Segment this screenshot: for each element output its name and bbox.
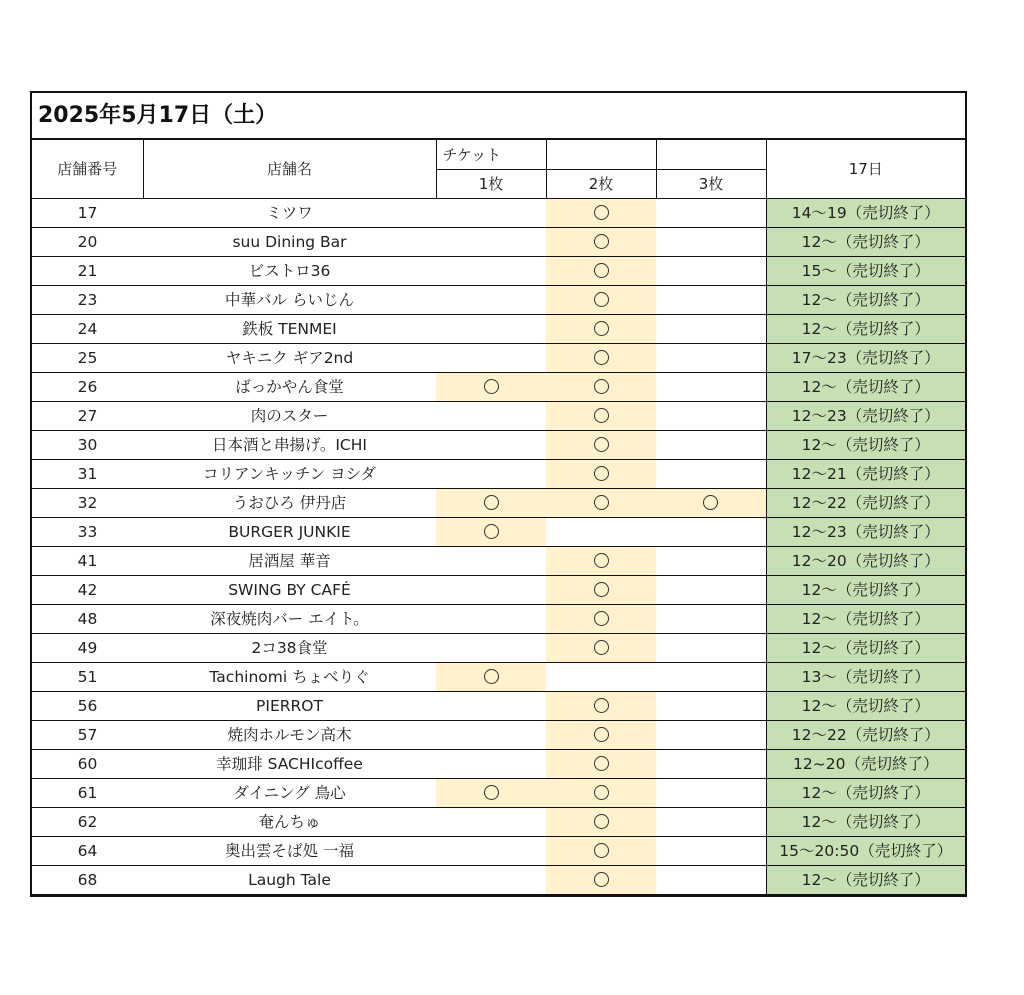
store-name-cell: Tachinomi ちょべりぐ	[143, 663, 436, 692]
ticket-3-cell	[656, 373, 766, 402]
ticket-3-cell	[656, 663, 766, 692]
hours-cell: 12～（売切終了）	[766, 373, 965, 402]
ticket-3-cell	[656, 402, 766, 431]
circle-mark-icon	[594, 814, 609, 829]
hours-cell: 12～（売切終了）	[766, 692, 965, 721]
ticket-2-cell	[546, 489, 656, 518]
ticket-2-cell	[546, 692, 656, 721]
circle-mark-icon	[484, 785, 499, 800]
hours-cell: 12～22（売切終了）	[766, 489, 965, 518]
ticket-1-cell	[436, 721, 546, 750]
ticket-2-cell	[546, 750, 656, 779]
table-row	[32, 692, 965, 721]
ticket-3-cell	[656, 460, 766, 489]
hours-cell: 12~20（売切終了）	[766, 750, 965, 779]
hours-cell: 12～（売切終了）	[766, 315, 965, 344]
ticket-1-cell	[436, 257, 546, 286]
hours-cell: 12～（売切終了）	[766, 866, 965, 895]
ticket-3-cell	[656, 634, 766, 663]
ticket-2-cell	[546, 634, 656, 663]
ticket-3-cell	[656, 489, 766, 518]
store-number-cell: 51	[32, 663, 143, 692]
ticket-1-cell	[436, 315, 546, 344]
hours-cell: 12～（売切終了）	[766, 576, 965, 605]
ticket-3-cell	[656, 779, 766, 808]
header-three-tickets: 3枚	[656, 170, 766, 199]
ticket-1-cell	[436, 866, 546, 895]
store-name-cell: 日本酒と串揚げ。ICHI	[143, 431, 436, 460]
ticket-2-cell	[546, 721, 656, 750]
hours-cell: 17～23（売切終了）	[766, 344, 965, 373]
store-number-cell: 68	[32, 866, 143, 895]
ticket-2-cell	[546, 808, 656, 837]
circle-mark-icon	[594, 727, 609, 742]
header-day: 17日	[766, 140, 965, 199]
header-blank-2	[546, 140, 656, 170]
ticket-3-cell	[656, 547, 766, 576]
store-name-cell: ヤキニク ギア2nd	[143, 344, 436, 373]
ticket-3-cell	[656, 866, 766, 895]
ticket-3-cell	[656, 721, 766, 750]
header-ticket: チケット	[436, 140, 546, 170]
circle-mark-icon	[594, 495, 609, 510]
table-row	[32, 721, 965, 750]
table-row	[32, 489, 965, 518]
store-number-cell: 30	[32, 431, 143, 460]
ticket-2-cell	[546, 199, 656, 228]
hours-cell: 13～（売切終了）	[766, 663, 965, 692]
circle-mark-icon	[484, 669, 499, 684]
hours-cell: 12～（売切終了）	[766, 431, 965, 460]
schedule-table-frame	[30, 91, 967, 897]
store-name-cell: 奄んちゅ	[143, 808, 436, 837]
store-name-cell: SWING BY CAFÉ	[143, 576, 436, 605]
store-number-cell: 21	[32, 257, 143, 286]
ticket-1-cell	[436, 460, 546, 489]
store-number-cell: 31	[32, 460, 143, 489]
store-name-cell: 焼肉ホルモン高木	[143, 721, 436, 750]
header-blank-3	[656, 140, 766, 170]
table-title: 2025年5月17日（土）	[32, 93, 965, 140]
hours-cell: 15～（売切終了）	[766, 257, 965, 286]
store-number-cell: 17	[32, 199, 143, 228]
table-row	[32, 837, 965, 866]
store-number-cell: 57	[32, 721, 143, 750]
store-number-cell: 33	[32, 518, 143, 547]
table-row	[32, 315, 965, 344]
ticket-1-cell	[436, 431, 546, 460]
store-number-cell: 20	[32, 228, 143, 257]
store-number-cell: 64	[32, 837, 143, 866]
circle-mark-icon	[594, 263, 609, 278]
ticket-1-cell	[436, 547, 546, 576]
ticket-3-cell	[656, 518, 766, 547]
ticket-1-cell	[436, 605, 546, 634]
circle-mark-icon	[594, 872, 609, 887]
circle-mark-icon	[594, 640, 609, 655]
store-number-cell: 27	[32, 402, 143, 431]
circle-mark-icon	[594, 321, 609, 336]
store-number-cell: 26	[32, 373, 143, 402]
store-name-cell: Laugh Tale	[143, 866, 436, 895]
ticket-3-cell	[656, 750, 766, 779]
store-name-cell: 奥出雲そば処 一福	[143, 837, 436, 866]
ticket-1-cell	[436, 518, 546, 547]
circle-mark-icon	[594, 350, 609, 365]
ticket-2-cell	[546, 257, 656, 286]
ticket-3-cell	[656, 286, 766, 315]
circle-mark-icon	[594, 292, 609, 307]
circle-mark-icon	[594, 437, 609, 452]
store-number-cell: 41	[32, 547, 143, 576]
schedule-table	[32, 140, 965, 895]
store-name-cell: 居酒屋 華音	[143, 547, 436, 576]
ticket-1-cell	[436, 228, 546, 257]
table-row	[32, 228, 965, 257]
store-name-cell: 深夜焼肉バー エイト。	[143, 605, 436, 634]
store-number-cell: 48	[32, 605, 143, 634]
ticket-1-cell	[436, 692, 546, 721]
header-store-name: 店舗名	[143, 140, 436, 199]
ticket-3-cell	[656, 199, 766, 228]
table-row	[32, 344, 965, 373]
store-name-cell: suu Dining Bar	[143, 228, 436, 257]
store-name-cell: 中華バル らいじん	[143, 286, 436, 315]
table-row	[32, 866, 965, 895]
ticket-2-cell	[546, 866, 656, 895]
ticket-2-cell	[546, 286, 656, 315]
store-name-cell: 2コ38食堂	[143, 634, 436, 663]
ticket-2-cell	[546, 431, 656, 460]
ticket-3-cell	[656, 431, 766, 460]
circle-mark-icon	[484, 495, 499, 510]
circle-mark-icon	[594, 582, 609, 597]
hours-cell: 12～（売切終了）	[766, 779, 965, 808]
ticket-2-cell	[546, 315, 656, 344]
ticket-2-cell	[546, 373, 656, 402]
hours-cell: 12～（売切終了）	[766, 286, 965, 315]
store-number-cell: 60	[32, 750, 143, 779]
ticket-2-cell	[546, 228, 656, 257]
table-row	[32, 402, 965, 431]
table-row	[32, 257, 965, 286]
store-name-cell: PIERROT	[143, 692, 436, 721]
ticket-1-cell	[436, 808, 546, 837]
hours-cell: 12～（売切終了）	[766, 228, 965, 257]
circle-mark-icon	[594, 698, 609, 713]
hours-cell: 12～（売切終了）	[766, 634, 965, 663]
store-number-cell: 49	[32, 634, 143, 663]
ticket-1-cell	[436, 344, 546, 373]
ticket-3-cell	[656, 605, 766, 634]
circle-mark-icon	[594, 553, 609, 568]
store-number-cell: 32	[32, 489, 143, 518]
table-row	[32, 808, 965, 837]
circle-mark-icon	[484, 379, 499, 394]
ticket-1-cell	[436, 750, 546, 779]
ticket-1-cell	[436, 373, 546, 402]
store-name-cell: 鉄板 TENMEI	[143, 315, 436, 344]
hours-cell: 12～20（売切終了）	[766, 547, 965, 576]
header-one-ticket: 1枚	[436, 170, 546, 199]
ticket-1-cell	[436, 663, 546, 692]
ticket-2-cell	[546, 344, 656, 373]
ticket-1-cell	[436, 402, 546, 431]
header-two-tickets: 2枚	[546, 170, 656, 199]
hours-cell: 12～（売切終了）	[766, 605, 965, 634]
ticket-2-cell	[546, 663, 656, 692]
hours-cell: 12～23（売切終了）	[766, 518, 965, 547]
ticket-3-cell	[656, 808, 766, 837]
ticket-2-cell	[546, 460, 656, 489]
table-row	[32, 286, 965, 315]
circle-mark-icon	[594, 611, 609, 626]
store-name-cell: 肉のスター	[143, 402, 436, 431]
table-row	[32, 779, 965, 808]
store-name-cell: うおひろ 伊丹店	[143, 489, 436, 518]
table-row	[32, 199, 965, 228]
ticket-1-cell	[436, 199, 546, 228]
circle-mark-icon	[594, 756, 609, 771]
circle-mark-icon	[484, 524, 499, 539]
store-number-cell: 62	[32, 808, 143, 837]
hours-cell: 15～20:50（売切終了）	[766, 837, 965, 866]
ticket-1-cell	[436, 837, 546, 866]
header-store-number: 店舗番号	[32, 140, 143, 199]
ticket-1-cell	[436, 634, 546, 663]
ticket-2-cell	[546, 547, 656, 576]
store-name-cell: ミツワ	[143, 199, 436, 228]
store-name-cell: BURGER JUNKIE	[143, 518, 436, 547]
hours-cell: 12～23（売切終了）	[766, 402, 965, 431]
ticket-3-cell	[656, 576, 766, 605]
store-name-cell: ばっかやん食堂	[143, 373, 436, 402]
circle-mark-icon	[594, 379, 609, 394]
table-row	[32, 634, 965, 663]
ticket-2-cell	[546, 605, 656, 634]
store-name-cell: コリアンキッチン ヨシダ	[143, 460, 436, 489]
circle-mark-icon	[594, 843, 609, 858]
circle-mark-icon	[594, 466, 609, 481]
ticket-1-cell	[436, 286, 546, 315]
table-row	[32, 373, 965, 402]
table-row	[32, 750, 965, 779]
hours-cell: 12～21（売切終了）	[766, 460, 965, 489]
table-row	[32, 431, 965, 460]
store-number-cell: 24	[32, 315, 143, 344]
table-row	[32, 460, 965, 489]
circle-mark-icon	[594, 234, 609, 249]
circle-mark-icon	[594, 785, 609, 800]
circle-mark-icon	[594, 205, 609, 220]
store-name-cell: ビストロ36	[143, 257, 436, 286]
ticket-2-cell	[546, 837, 656, 866]
store-number-cell: 61	[32, 779, 143, 808]
ticket-3-cell	[656, 837, 766, 866]
ticket-3-cell	[656, 692, 766, 721]
hours-cell: 14～19（売切終了）	[766, 199, 965, 228]
table-body	[32, 199, 965, 895]
ticket-2-cell	[546, 779, 656, 808]
store-number-cell: 25	[32, 344, 143, 373]
ticket-2-cell	[546, 402, 656, 431]
store-number-cell: 42	[32, 576, 143, 605]
circle-mark-icon	[594, 408, 609, 423]
ticket-1-cell	[436, 779, 546, 808]
table-row	[32, 518, 965, 547]
ticket-3-cell	[656, 315, 766, 344]
hours-cell: 12～22（売切終了）	[766, 721, 965, 750]
table-row	[32, 547, 965, 576]
ticket-1-cell	[436, 489, 546, 518]
ticket-2-cell	[546, 576, 656, 605]
ticket-1-cell	[436, 576, 546, 605]
ticket-2-cell	[546, 518, 656, 547]
ticket-3-cell	[656, 228, 766, 257]
circle-mark-icon	[703, 495, 718, 510]
store-number-cell: 56	[32, 692, 143, 721]
ticket-3-cell	[656, 344, 766, 373]
ticket-3-cell	[656, 257, 766, 286]
table-row	[32, 605, 965, 634]
store-name-cell: 幸珈琲 SACHIcoffee	[143, 750, 436, 779]
hours-cell: 12～（売切終了）	[766, 808, 965, 837]
store-name-cell: ダイニング 鳥心	[143, 779, 436, 808]
store-number-cell: 23	[32, 286, 143, 315]
table-row	[32, 663, 965, 692]
table-row	[32, 576, 965, 605]
